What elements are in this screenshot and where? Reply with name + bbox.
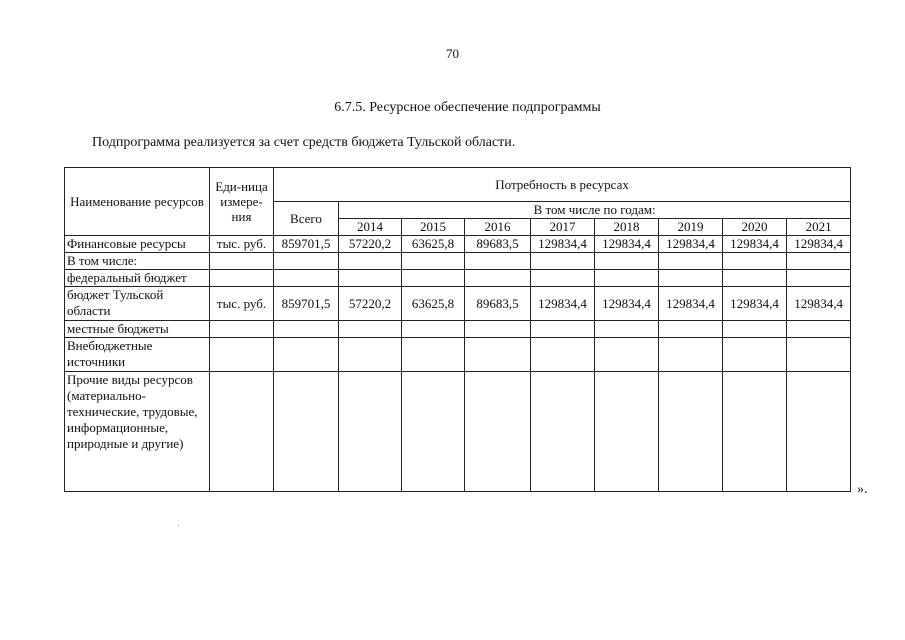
row-year-value — [339, 253, 402, 270]
row-unit: тыс. руб. — [210, 287, 274, 321]
row-year-value: 129834,4 — [723, 236, 787, 253]
section-title: 6.7.5. Ресурсное обеспечение подпрограммы — [334, 100, 601, 115]
row-year-value — [787, 372, 851, 492]
row-year-value — [465, 321, 531, 338]
row-year-value — [531, 372, 595, 492]
table-row — [65, 287, 851, 321]
table-row — [65, 253, 851, 270]
row-year-value — [531, 270, 595, 287]
row-year-value — [595, 372, 659, 492]
row-year-value — [465, 372, 531, 492]
row-year-value: 57220,2 — [339, 236, 402, 253]
row-unit — [210, 321, 274, 338]
table-row — [65, 372, 851, 492]
row-year-value — [787, 270, 851, 287]
closing-quote: ». — [857, 482, 868, 497]
row-year-value — [659, 338, 723, 372]
row-year-value — [531, 253, 595, 270]
row-unit — [210, 270, 274, 287]
row-year-value — [531, 321, 595, 338]
row-year-value — [339, 270, 402, 287]
header-need: Потребность в ресурсах — [274, 168, 851, 202]
row-year-value — [787, 338, 851, 372]
row-year-value — [595, 270, 659, 287]
row-total — [274, 372, 339, 492]
header-year: 2017 — [531, 219, 595, 236]
row-total — [274, 270, 339, 287]
row-total — [274, 253, 339, 270]
table-row — [65, 236, 851, 253]
row-name: федеральный бюджет — [65, 270, 210, 287]
header-year: 2019 — [659, 219, 723, 236]
row-year-value — [402, 253, 465, 270]
row-year-value: 129834,4 — [659, 287, 723, 321]
row-year-value — [531, 338, 595, 372]
row-year-value — [465, 338, 531, 372]
row-year-value: 129834,4 — [787, 287, 851, 321]
row-year-value: 89683,5 — [465, 287, 531, 321]
page-number: 70 — [446, 46, 459, 61]
header-unit: Еди-ница измере-ния — [210, 168, 274, 236]
row-year-value — [723, 338, 787, 372]
row-year-value: 129834,4 — [531, 287, 595, 321]
row-year-value: 63625,8 — [402, 236, 465, 253]
header-year: 2020 — [723, 219, 787, 236]
row-total: 859701,5 — [274, 287, 339, 321]
row-year-value: 129834,4 — [659, 236, 723, 253]
header-resource-name: Наименование ресурсов — [65, 168, 210, 236]
row-year-value — [595, 253, 659, 270]
row-year-value — [659, 270, 723, 287]
table-row — [65, 338, 851, 372]
row-year-value — [723, 270, 787, 287]
row-year-value — [723, 321, 787, 338]
row-total — [274, 338, 339, 372]
header-year: 2021 — [787, 219, 851, 236]
row-year-value: 57220,2 — [339, 287, 402, 321]
row-year-value — [595, 321, 659, 338]
table-body — [65, 236, 851, 492]
row-year-value: 129834,4 — [595, 287, 659, 321]
row-name: бюджет Тульской области — [65, 287, 210, 321]
row-year-value — [723, 372, 787, 492]
table-row — [65, 321, 851, 338]
header-year: 2016 — [465, 219, 531, 236]
row-name: Внебюджетные источники — [65, 338, 210, 372]
row-name: Прочие виды ресурсов (материально-технические, трудовые, информационные, природные и другие) — [65, 372, 210, 492]
row-year-value: 129834,4 — [531, 236, 595, 253]
row-year-value — [659, 321, 723, 338]
row-year-value: 129834,4 — [787, 236, 851, 253]
row-unit — [210, 338, 274, 372]
row-unit: тыс. руб. — [210, 236, 274, 253]
row-year-value — [339, 372, 402, 492]
row-year-value: 89683,5 — [465, 236, 531, 253]
header-year: 2015 — [402, 219, 465, 236]
row-year-value: 63625,8 — [402, 287, 465, 321]
resource-table — [64, 167, 851, 492]
row-year-value: 129834,4 — [723, 287, 787, 321]
row-name: Финансовые ресурсы — [65, 236, 210, 253]
row-name: местные бюджеты — [65, 321, 210, 338]
row-name: В том числе: — [65, 253, 210, 270]
row-year-value — [402, 321, 465, 338]
table-row — [65, 270, 851, 287]
row-total: 859701,5 — [274, 236, 339, 253]
row-year-value — [339, 338, 402, 372]
intro-text: Подпрограмма реализуется за счет средств бюджета Тульской области. — [92, 135, 516, 150]
header-year: 2014 — [339, 219, 402, 236]
header-year: 2018 — [595, 219, 659, 236]
row-total — [274, 321, 339, 338]
row-year-value — [465, 253, 531, 270]
row-year-value — [787, 253, 851, 270]
header-total: Всего — [274, 202, 339, 236]
row-year-value — [659, 253, 723, 270]
row-year-value — [465, 270, 531, 287]
header-row-1 — [65, 168, 851, 202]
row-year-value: 129834,4 — [595, 236, 659, 253]
row-year-value — [402, 372, 465, 492]
row-unit — [210, 253, 274, 270]
row-year-value — [595, 338, 659, 372]
header-by-years: В том числе по годам: — [339, 202, 851, 219]
row-year-value — [659, 372, 723, 492]
row-year-value — [787, 321, 851, 338]
row-year-value — [402, 338, 465, 372]
row-year-value — [339, 321, 402, 338]
row-year-value — [723, 253, 787, 270]
row-unit — [210, 372, 274, 492]
stray-mark: ' — [178, 523, 180, 532]
row-year-value — [402, 270, 465, 287]
